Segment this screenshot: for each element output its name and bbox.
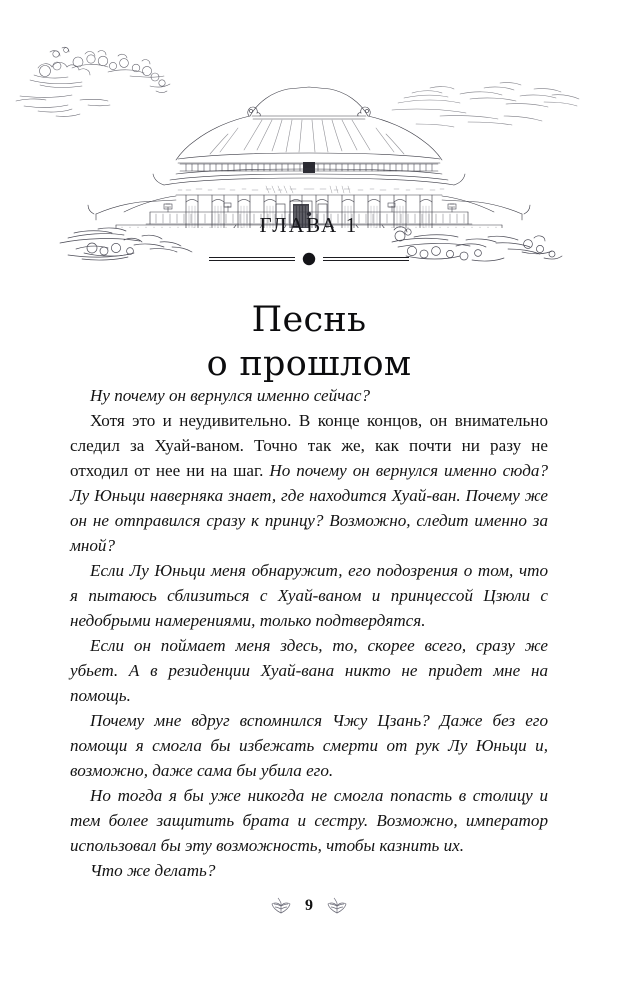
paragraph-4: Если он поймает меня здесь, то, скорее всего, сразу же убьет. А в резиденции Хуай-вана никто не придет мне на помощь. (70, 636, 548, 705)
title-line-2: о прошлом (206, 343, 412, 384)
dot-rule-divider (0, 252, 618, 266)
paragraph-5: Почему мне вдруг вспомнился Чжу Цзань? Даже без его помощи я смогла бы избежать смерти от рук Лу Юньци и, возможно, даже сама бы убила его. (70, 711, 548, 780)
paragraph-3: Если Лу Юньци меня обнаружит, его подозрения о том, что я пытаюсь сблизиться с Хуай-ваном и принцессой Цзюли с недобрыми намерениями, только подтвердятся. (70, 561, 548, 630)
palace-illustration (30, 87, 590, 228)
leaf-ornament-icon-left (270, 897, 292, 915)
page-title (0, 299, 618, 386)
chapter-label: ГЛАВА 1 (259, 213, 359, 237)
cloud-motif-left (16, 47, 170, 116)
body-text-block (70, 383, 548, 883)
cloud-motif-right (392, 83, 579, 127)
paragraph-1: Ну почему он вернулся именно сейчас? (90, 386, 371, 405)
page-number: 9 (305, 897, 313, 914)
paragraph-2-italic: Но почему он вернулся именно сюда? Лу Юньци наверняка знает, где находится Хуай-ван. Почему же он не отправился сразу к принцу? Возможно, следит именно за мной? (70, 461, 548, 555)
leaf-ornament-icon-right (326, 897, 348, 915)
paragraph-7: Что же делать? (90, 861, 216, 880)
paragraph-6: Но тогда я бы уже никогда не смогла попасть в столицу и тем более защитить брата и сестру. Возможно, император использовал бы эту возможность, чтобы казнить их. (70, 786, 548, 855)
chapter-header-illustration (0, 28, 618, 228)
paragraph-2-roman: Хотя это и неудивительно. В конце концов, он внимательно следил за Хуай-ваном. Точно так же, как почти ни разу не отходил от нее ни на шаг. (70, 411, 548, 480)
title-line-1: Песнь (251, 300, 367, 341)
paragraph-2 (70, 408, 548, 558)
page-footer (0, 897, 618, 915)
